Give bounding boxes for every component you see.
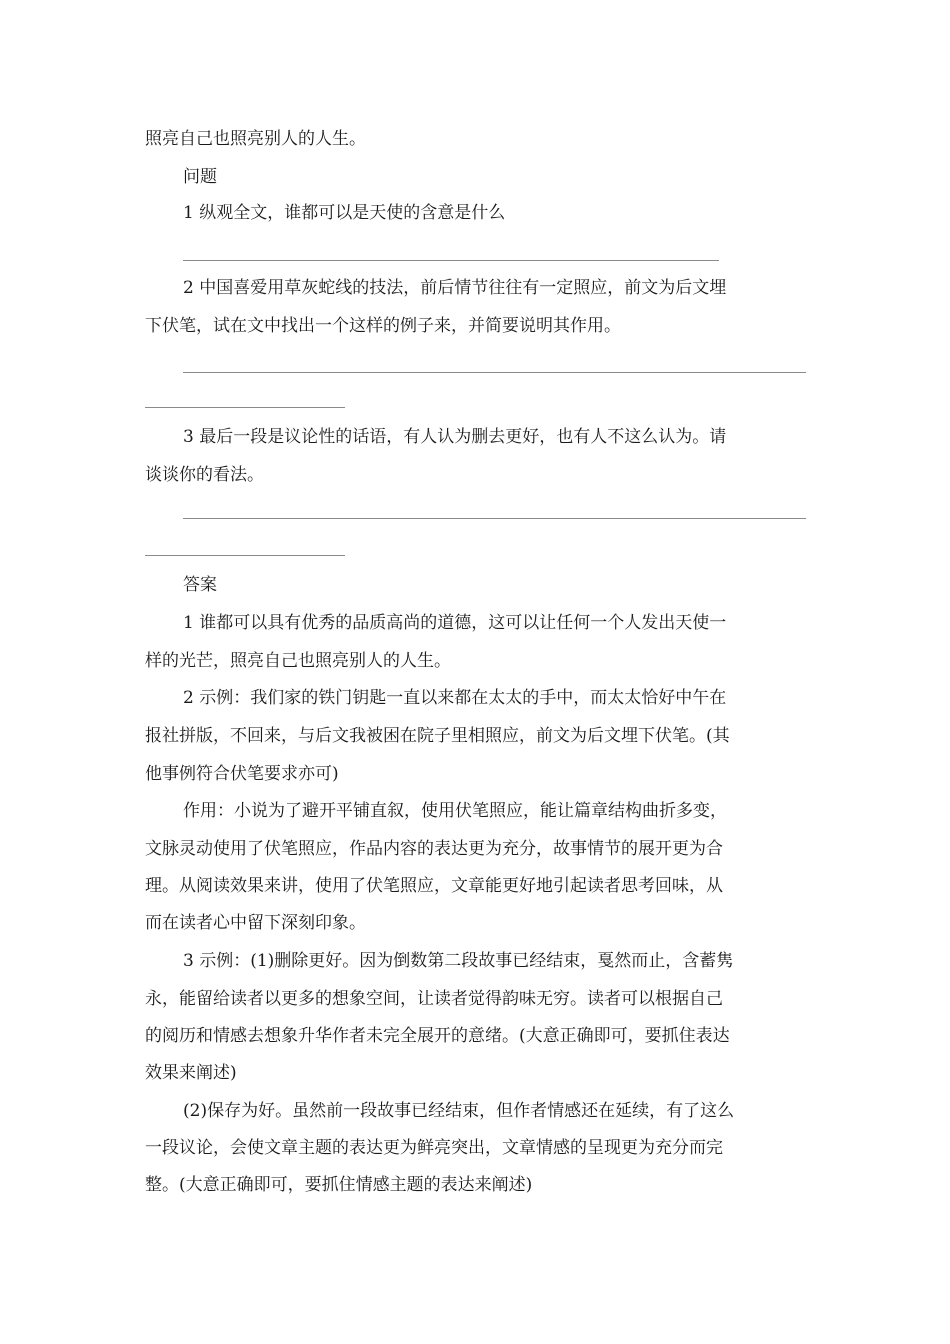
answer-line-q1 bbox=[183, 260, 719, 261]
answer-line-q3-a bbox=[183, 518, 806, 519]
answer-line-q2-b bbox=[145, 407, 345, 408]
answer-3-line-3: 的阅历和情感去想象升华作者未完全展开的意绪。(大意正确即可，要抓住表达 bbox=[145, 1026, 730, 1046]
answer-2-effect-line-1: 作用：小说为了避开平铺直叙，使用伏笔照应，能让篇章结构曲折多变， bbox=[183, 801, 727, 821]
answer-3-line-1: 3 示例：(1)删除更好。因为倒数第二段故事已经结束，戛然而止，含蓄隽 bbox=[183, 951, 734, 971]
answer-2-effect-line-2: 文脉灵动使用了伏笔照应，作品内容的表达更为充分，故事情节的展开更为合 bbox=[145, 839, 723, 859]
questions-heading: 问题 bbox=[183, 167, 217, 187]
question-3-line-1: 3 最后一段是议论性的话语，有人认为删去更好，也有人不这么认为。请 bbox=[183, 427, 727, 447]
answers-heading: 答案 bbox=[183, 575, 217, 595]
answer-line-q2-a bbox=[183, 372, 806, 373]
answer-2-line-2: 报社拼版，不回来，与后文我被困在院子里相照应，前文为后文埋下伏笔。(其 bbox=[145, 726, 730, 746]
answer-3-line-4: 效果来阐述) bbox=[145, 1063, 237, 1083]
answer-2-effect-line-3: 理。从阅读效果来讲，使用了伏笔照应，文章能更好地引起读者思考回味，从 bbox=[145, 876, 723, 896]
answer-2-line-1: 2 示例：我们家的铁门钥匙一直以来都在太太的手中，而太太恰好中午在 bbox=[183, 688, 727, 708]
answer-3-alt-line-2: 一段议论，会使文章主题的表达更为鲜亮突出，文章情感的呈现更为充分而完 bbox=[145, 1138, 723, 1158]
question-2-line-2: 下伏笔，试在文中找出一个这样的例子来，并简要说明其作用。 bbox=[145, 316, 621, 336]
intro-text: 照亮自己也照亮别人的人生。 bbox=[145, 129, 366, 149]
answer-3-alt-line-1: (2)保存为好。虽然前一段故事已经结束，但作者情感还在延续，有了这么 bbox=[183, 1101, 735, 1121]
answer-1-line-1: 1 谁都可以具有优秀的品质高尚的道德，这可以让任何一个人发出天使一 bbox=[183, 613, 727, 633]
answer-2-effect-line-4: 而在读者心中留下深刻印象。 bbox=[145, 913, 366, 933]
answer-3-line-2: 永，能留给读者以更多的想象空间，让读者觉得韵味无穷。读者可以根据自己 bbox=[145, 989, 723, 1009]
answer-3-alt-line-3: 整。(大意正确即可，要抓住情感主题的表达来阐述) bbox=[145, 1175, 533, 1195]
answer-line-q3-b bbox=[145, 555, 345, 556]
answer-2-line-3: 他事例符合伏笔要求亦可) bbox=[145, 764, 339, 784]
question-1: 1 纵观全文，谁都可以是天使的含意是什么 bbox=[183, 203, 506, 223]
answer-1-line-2: 样的光芒，照亮自己也照亮别人的人生。 bbox=[145, 651, 451, 671]
question-2-line-1: 2 中国喜爱用草灰蛇线的技法，前后情节往往有一定照应，前文为后文埋 bbox=[183, 278, 727, 298]
question-3-line-2: 谈谈你的看法。 bbox=[145, 465, 264, 485]
